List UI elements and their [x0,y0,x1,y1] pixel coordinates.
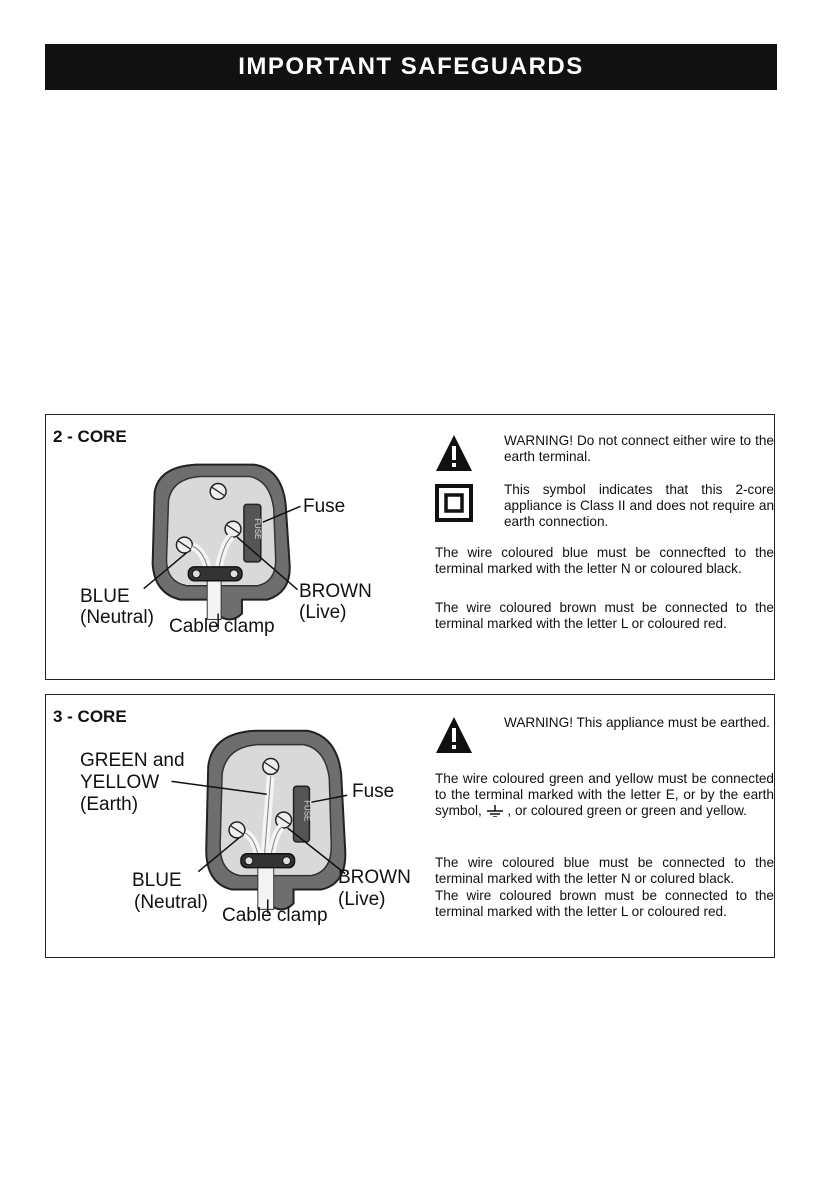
three-core-blue-label: BLUE [132,870,182,891]
three-core-neutral-label: (Neutral) [134,892,208,913]
page-header [45,44,777,90]
green-rule-part-a: The wire coloured green and yellow must be connected to the terminal marked with the letter E, or by the earth symbol, [435,771,774,818]
two-core-live-label: (Live) [299,602,347,623]
two-core-blue-rule [435,545,774,577]
two-core-cable-clamp-label: Cable clamp [169,616,275,637]
three-core-brown-label: BROWN [338,867,411,888]
three-core-earth-label: (Earth) [80,794,139,815]
three-core-cable-clamp-label: Cable clamp [222,905,328,926]
two-core-blue-rule-text: The wire coloured blue must be connecfted to the terminal marked with the letter N or coloured black. [435,545,774,576]
three-core-brown-rule [435,888,774,920]
three-core-fuse-mark: FUSE [302,800,312,822]
warning-triangle-icon [435,433,473,473]
earth-symbol-icon [486,805,504,817]
two-core-fuse-mark: FUSE [252,518,262,540]
three-core-green-rule [435,771,774,819]
three-core-brown-rule-text: The wire coloured brown must be connected to the terminal marked with the letter L or coloured red. [435,888,774,919]
three-core-panel [45,694,775,958]
two-core-brown-rule-text: The wire coloured brown must be connected to the terminal marked with the letter L or coloured red. [435,600,774,631]
two-core-title: 2 - CORE [53,427,127,446]
three-core-live-label: (Live) [338,889,386,910]
two-core-blue-label: BLUE [80,586,130,607]
warning-triangle-icon [435,715,473,755]
three-core-blue-rule [435,855,774,887]
three-core-fuse-label: Fuse [352,781,395,802]
three-core-plug-diagram [46,695,426,957]
green-rule-part-b: , or coloured green or green and yellow. [507,803,747,818]
two-core-warning-text: WARNING! Do not connect either wire to the earth terminal. [504,433,774,464]
two-core-class-ii-text: This symbol indicates that this 2-core appliance is Class II and does not require an earth connection. [504,482,774,529]
two-core-fuse-label: Fuse [303,496,346,517]
page-title: IMPORTANT SAFEGUARDS [238,53,584,80]
two-core-panel [45,414,775,680]
two-core-brown-label: BROWN [299,581,372,602]
three-core-warning-text: WARNING! This appliance must be earthed. [504,715,770,730]
three-core-green-rule-text [435,771,774,819]
three-core-yellow-label: YELLOW [80,772,160,793]
two-core-plug-illustration [46,415,426,679]
two-core-brown-rule [435,600,774,632]
two-core-neutral-label: (Neutral) [80,607,154,628]
three-core-green-label: GREEN and [80,750,185,771]
two-core-plug-diagram [46,415,426,679]
class-ii-double-square-icon [435,484,473,522]
three-core-title: 3 - CORE [53,707,127,726]
three-core-blue-rule-text: The wire coloured blue must be connected to the terminal marked with the letter N or colured black. [435,855,774,886]
